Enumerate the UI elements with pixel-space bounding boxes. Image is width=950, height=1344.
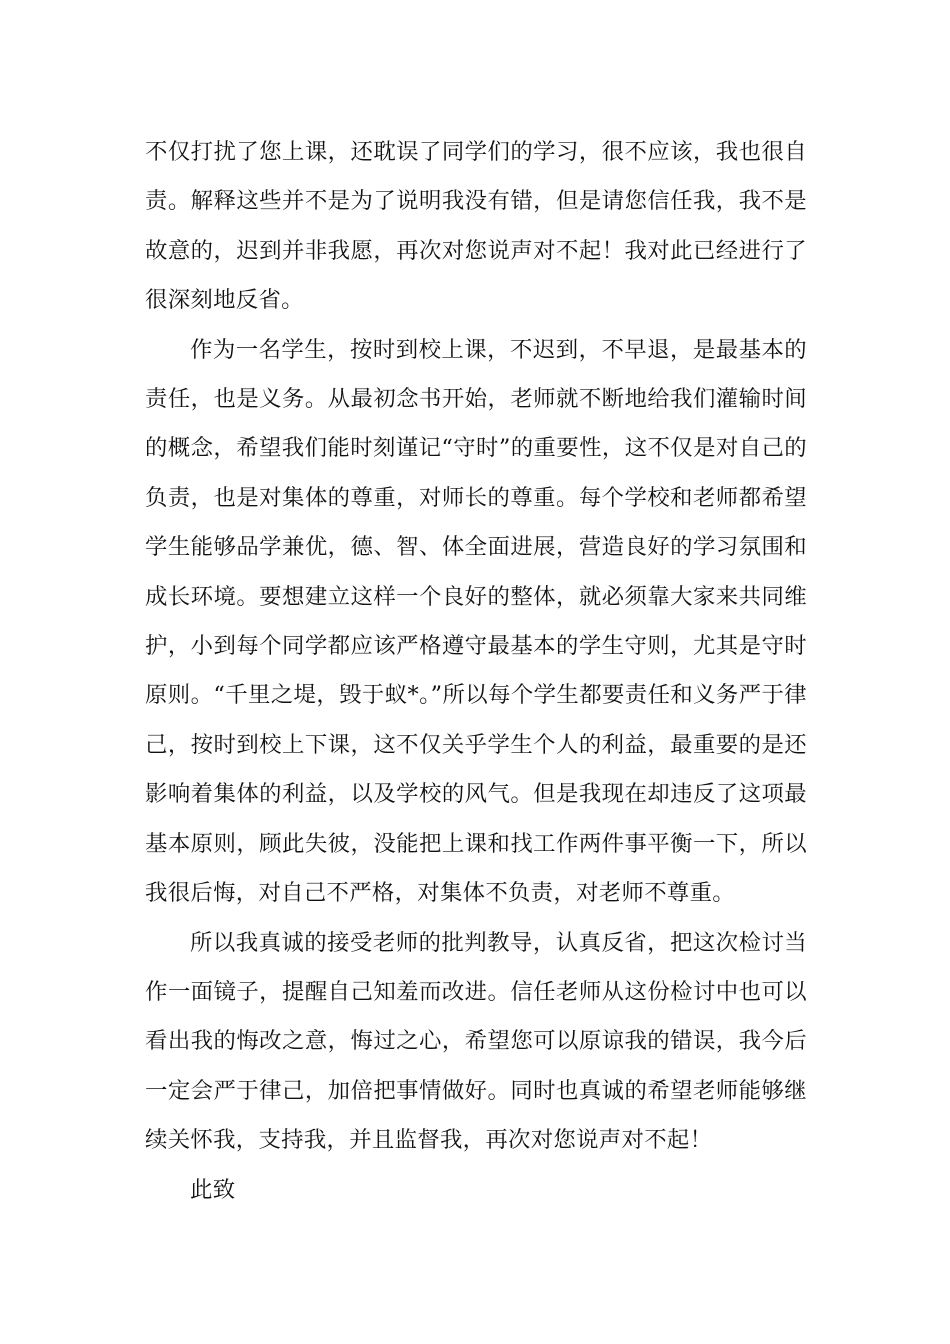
closing-salutation: 此致: [190, 1176, 236, 1203]
paragraph-2: 作为一名学生，按时到校上课，不迟到，不早退，是最基本的责任，也是义务。从最初念书开始，老师就不断地给我们灌输时间的概念，希望我们能时刻谨记“守时”的重要性，这不仅是对自己的负责，也是对集体的尊重，对师长的尊重。每个学校和老师都希望学生能够品学兼优，德、智、体全面进展，营造良好的学习氛围和成长环境。要想建立这样一个良好的整体，就必须靠大家来共同维护，小到每个同学都应该严格遵守最基本的学生守则，尤其是守时原则。“千里之堤，毁于蚁*。”所以每个学生都要责任和义务严于律己，按时到校上下课，这不仅关乎学生个人的利益，最重要的是还影响着集体的利益，以及学校的风气。但是我现在却违反了这项最基本原则，顾此失彼，没能把上课和找工作两件事平衡一下，所以我很后悔，对自己不严格，对集体不负责，对老师不尊重。: [145, 336, 807, 907]
document-page: [145, 128, 807, 1215]
paragraph-1: 不仅打扰了您上课，还耽误了同学们的学习，很不应该，我也很自责。解释这些并不是为了说明我没有错，但是请您信任我，我不是故意的，迟到并非我愿，再次对您说声对不起！我对此已经进行了很深刻地反省。: [145, 139, 807, 314]
paragraph-3: 所以我真诚的接受老师的批判教导，认真反省，把这次检讨当作一面镜子，提醒自己知羞而改进。信任老师从这份检讨中也可以看出我的悔改之意，悔过之心，希望您可以原谅我的错误，我今后一定会严于律己，加倍把事情做好。同时也真诚的希望老师能够继续关怀我，支持我，并且监督我，再次对您说声对不起！: [145, 929, 807, 1154]
